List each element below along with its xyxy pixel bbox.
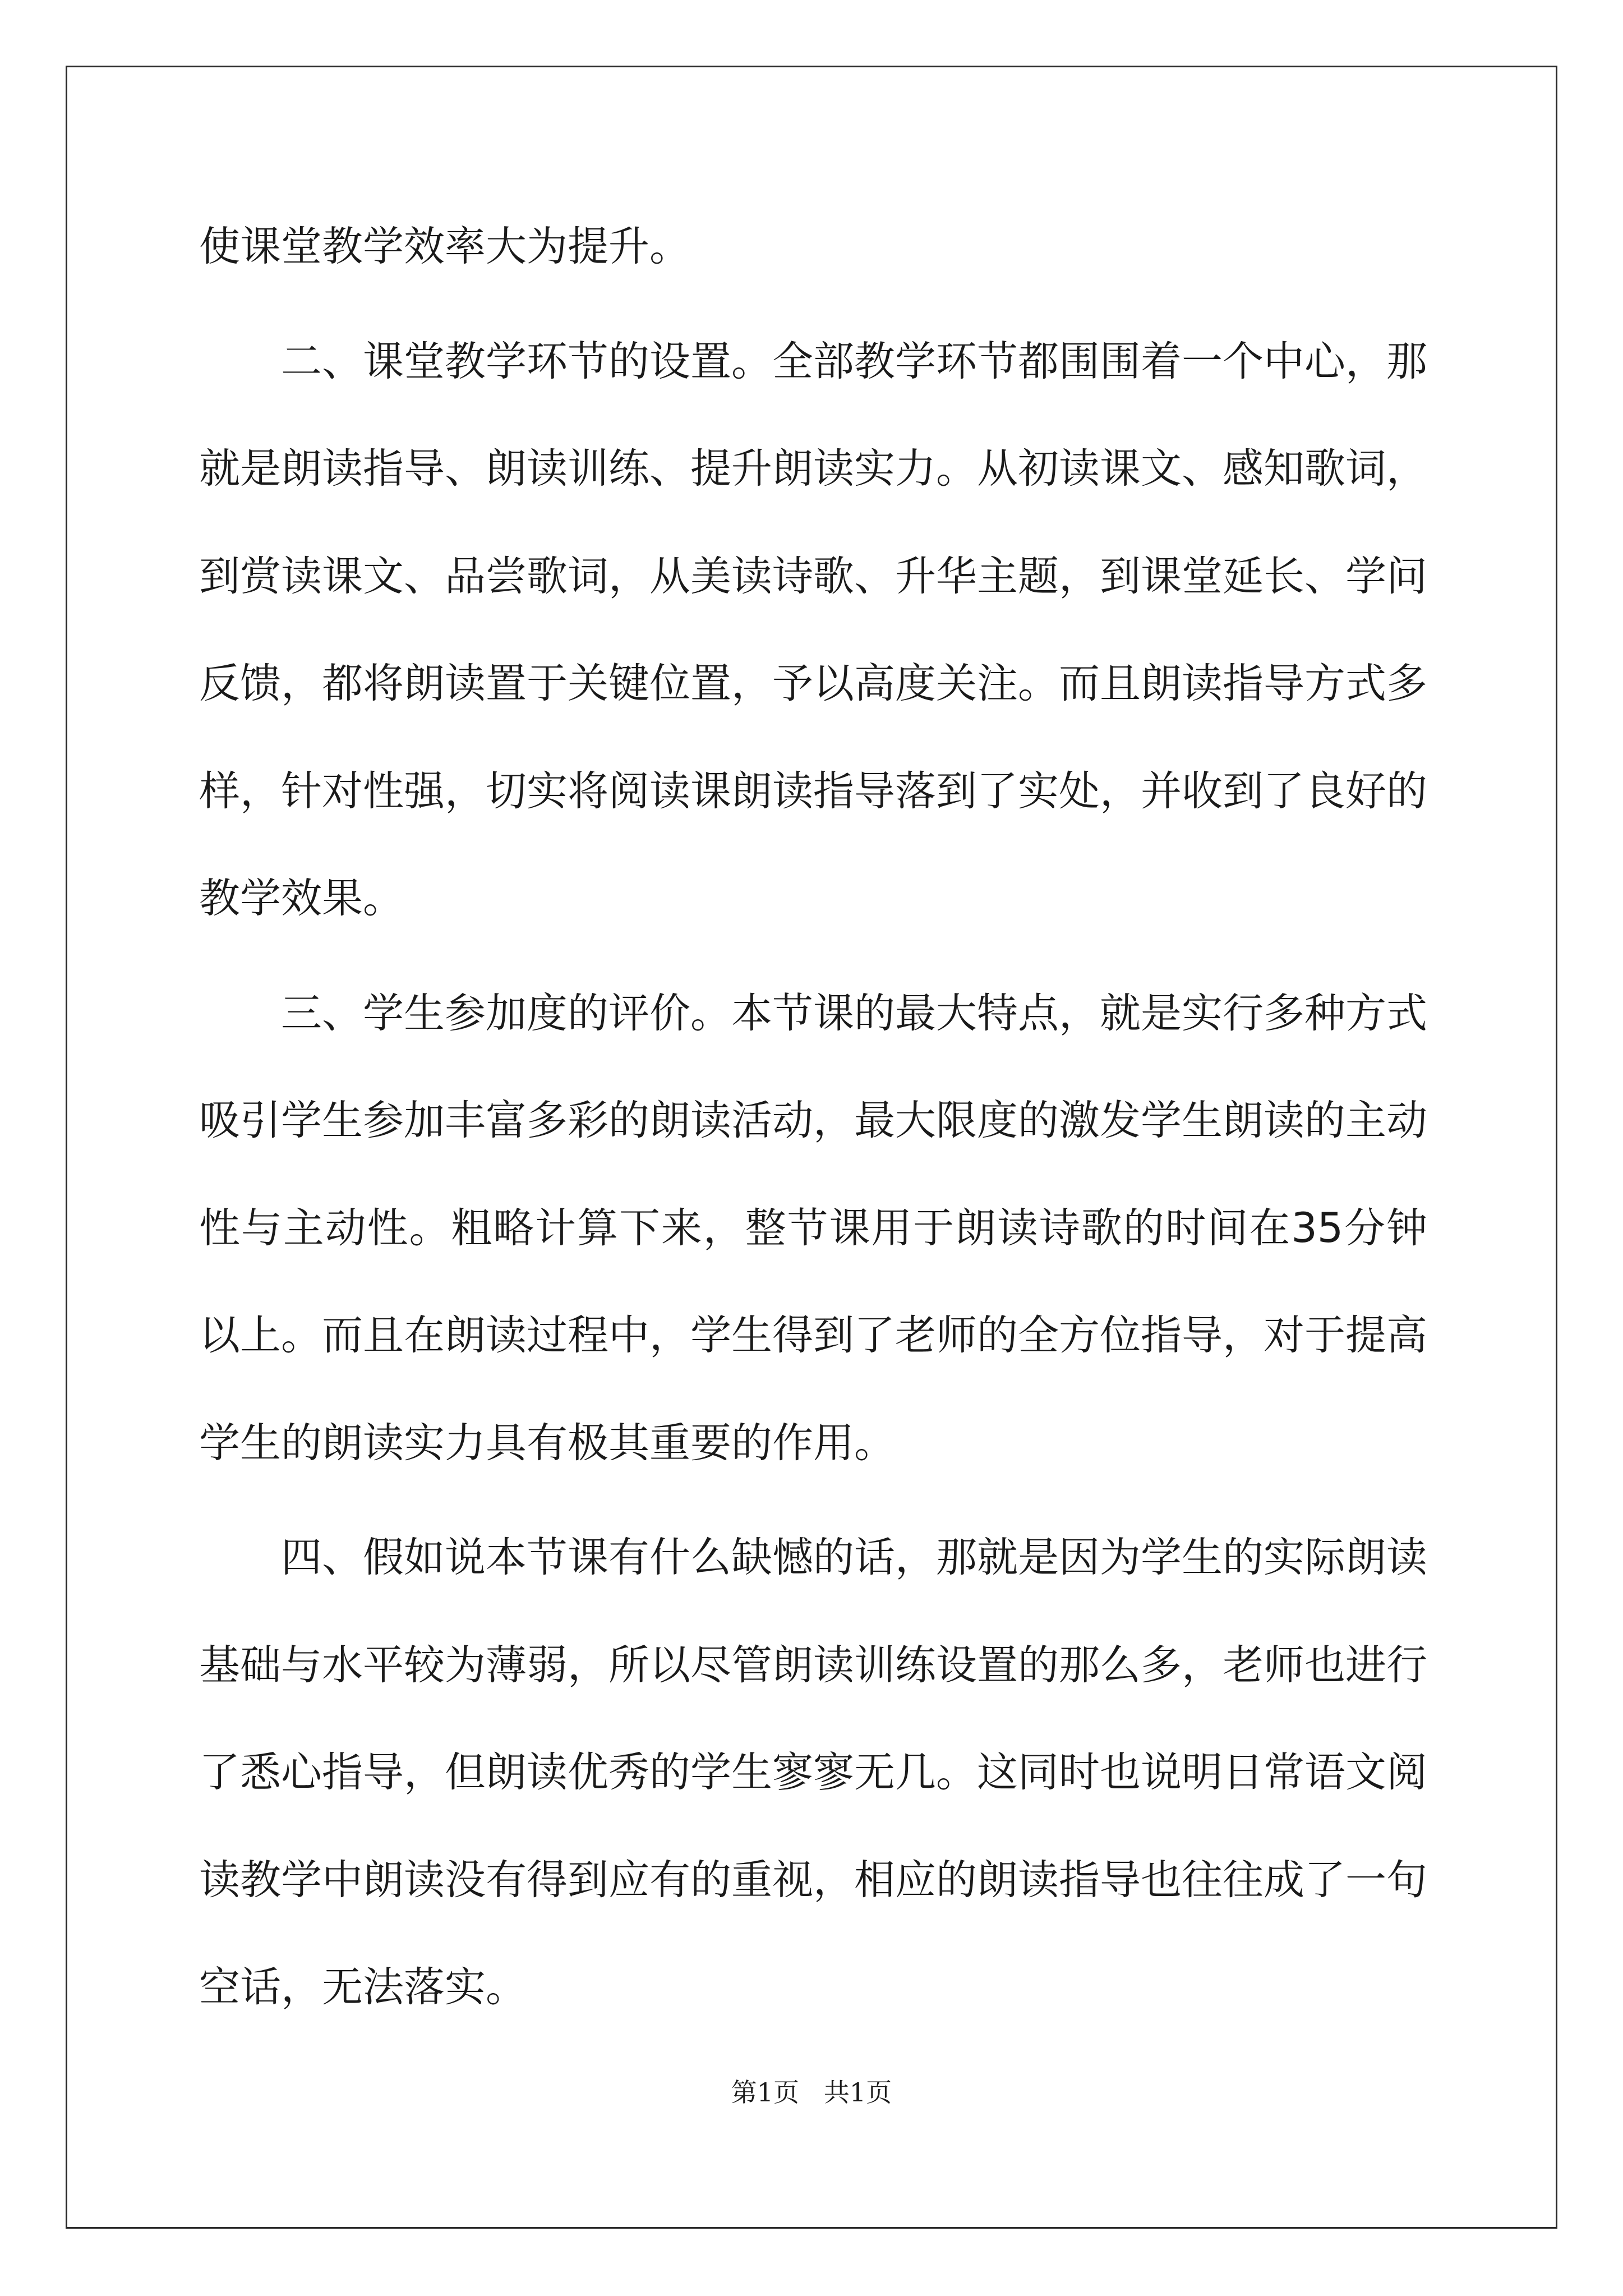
document-body — [199, 193, 1427, 2049]
paragraph-section-two: 二、课堂教学环节的设置。全部教学环节都围围着一个中心，那就是朗读指导、朗读训练、提升朗读实力。从初读课文、感知歌词，到赏读课文、品尝歌词，从美读诗歌、升华主题，到课堂延长、学问反馈，都将朗读置于关键位置，予以高度关注。而且朗读指导方式多样，针对性强，切实将阅读课朗读指导落到了实处，并收到了良好的教学效果。 — [199, 337, 1427, 922]
page-number-footer: 第1页 共1页 — [731, 2077, 892, 2108]
paragraph-section-four: 四、假如说本节课有什么缺憾的话，那就是因为学生的实际朗读基础与水平较为薄弱，所以尽管朗读训练设置的那么多，老师也进行了悉心指导，但朗读优秀的学生寥寥无几。这同时也说明日常语文阅读教学中朗读没有得到应有的重视，相应的朗读指导也往往成了一句空话，无法落实。 — [199, 1534, 1427, 2011]
paragraph-continuation: 使课堂教学效率大为提升。 — [199, 223, 690, 270]
paragraph-section-three: 三、学生参加度的评价。本节课的最大特点，就是实行多种方式吸引学生参加丰富多彩的朗读活动，最大限度的激发学生朗读的主动性与主动性。粗略计算下来，整节课用于朗读诗歌的时间在35分钟以上。而且在朗读过程中，学生得到了老师的全方位指导，对于提高学生的朗读实力具有极其重要的作用。 — [199, 989, 1427, 1467]
